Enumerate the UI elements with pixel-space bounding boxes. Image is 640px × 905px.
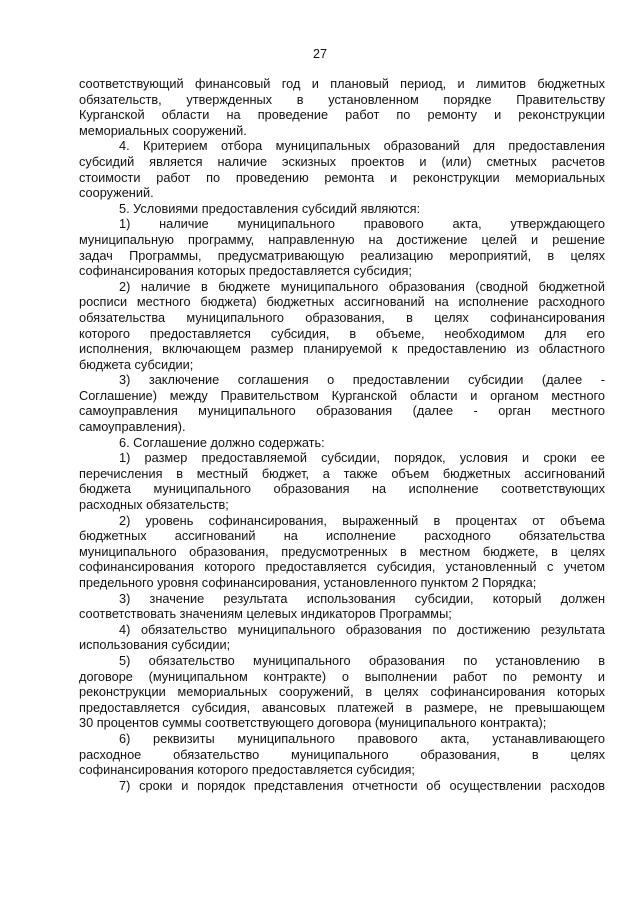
text-line: мемориальных сооружений. <box>79 122 247 138</box>
text-line: 2) наличие в бюджете муниципального образования (сводной бюджетной <box>119 278 605 294</box>
text-line: соответствующий финансовый год и плановый период, и лимитов бюджетных <box>79 76 605 91</box>
text-line: субсидий является наличие эскизных проектов и (или) сметных расчетов <box>79 153 605 169</box>
text-line: реконструкции мемориальных сооружений, в целях софинансирования которых <box>79 684 605 700</box>
text-line: софинансирования которого предоставляется субсидия; <box>79 762 415 778</box>
text-line: 5. Условиями предоставления субсидий являются: <box>119 200 421 216</box>
text-line: перечисления в местный бюджет, а также объем бюджетных ассигнований <box>79 465 605 481</box>
text-line: муниципального образования, предусмотренных в местном бюджете, в целях <box>79 543 605 559</box>
page-number: 27 <box>313 47 327 61</box>
text-line: соответствовать значениям целевых индикаторов Программы; <box>79 606 452 622</box>
text-line: софинансирования которого предоставляется субсидия, установленный с учетом <box>79 559 605 575</box>
text-line: 4. Критерием отбора муниципальных образований для предоставления <box>119 138 605 154</box>
text-line: софинансирования которых предоставляется субсидия; <box>79 263 412 279</box>
text-line: Соглашение) между Правительством Курганской области и органом местного <box>79 387 605 403</box>
text-line: которого предоставляется субсидия, в объеме, необходимом для его <box>79 325 605 341</box>
text-line: 1) размер предоставляемой субсидии, порядок, условия и сроки ее <box>119 450 605 466</box>
text-line: 3) значение результата использования субсидии, который должен <box>119 590 605 606</box>
text-line: предельного уровня софинансирования, установленного пунктом 2 Порядка; <box>79 575 537 590</box>
text-line: бюджетных ассигнований на исполнение расходного обязательства <box>79 528 605 544</box>
text-line: 30 процентов суммы соответствующего договора (муниципального контракта); <box>79 715 547 731</box>
text-line: договоре (муниципальном контракте) о выполнении работ по ремонту и <box>79 668 605 684</box>
text-line: 6. Соглашение должно содержать: <box>119 434 325 450</box>
text-line: самоуправления). <box>79 419 186 435</box>
text-line: 3) заключение соглашения о предоставлении субсидии (далее - <box>119 372 605 388</box>
text-line: бюджета субсидии; <box>79 356 194 372</box>
text-line: бюджета муниципального образования на исполнение соответствующих <box>79 481 605 497</box>
text-line: самоуправления муниципального образования (далее - орган местного <box>79 403 605 419</box>
text-line: росписи местного бюджета) бюджетных ассигнований на исполнение расходного <box>79 294 605 310</box>
text-line: задач Программы, предусматривающую реализацию мероприятий, в целях <box>79 247 605 263</box>
text-line: исполнения, включающем размер планируемой к предоставлению из областного <box>79 341 605 357</box>
text-line: 2) уровень софинансирования, выраженный в процентах от объема <box>119 512 605 528</box>
text-line: сооружений. <box>79 185 154 201</box>
text-line: обязательств, утвержденных в установленном порядке Правительству <box>79 91 605 107</box>
text-line: 7) сроки и порядок представления отчетности об осуществлении расходов <box>119 777 605 793</box>
text-line: предоставляется субсидия, авансовых платежей в размере, не превышающем <box>79 699 605 715</box>
text-line: Курганской области на проведение работ по ремонту и реконструкции <box>79 107 605 123</box>
document-body <box>79 76 605 793</box>
text-line: 6) реквизиты муниципального правового акта, устанавливающего <box>119 730 605 746</box>
text-line: расходных обязательств; <box>79 497 229 513</box>
text-line: расходное обязательство муниципального образования, в целях <box>79 746 605 762</box>
text-line: 5) обязательство муниципального образования по установлению в <box>119 652 605 668</box>
text-line: стоимости работ по проведению ремонта и реконструкции мемориальных <box>79 169 605 185</box>
text-line: использования субсидии; <box>79 637 231 653</box>
text-line: обязательства муниципального образования, в целях софинансирования <box>79 309 605 325</box>
text-line: 4) обязательство муниципального образования по достижению результата <box>119 621 605 637</box>
text-line: 1) наличие муниципального правового акта, утверждающего <box>119 216 605 232</box>
text-line: муниципальную программу, направленную на достижение целей и решение <box>79 231 605 247</box>
